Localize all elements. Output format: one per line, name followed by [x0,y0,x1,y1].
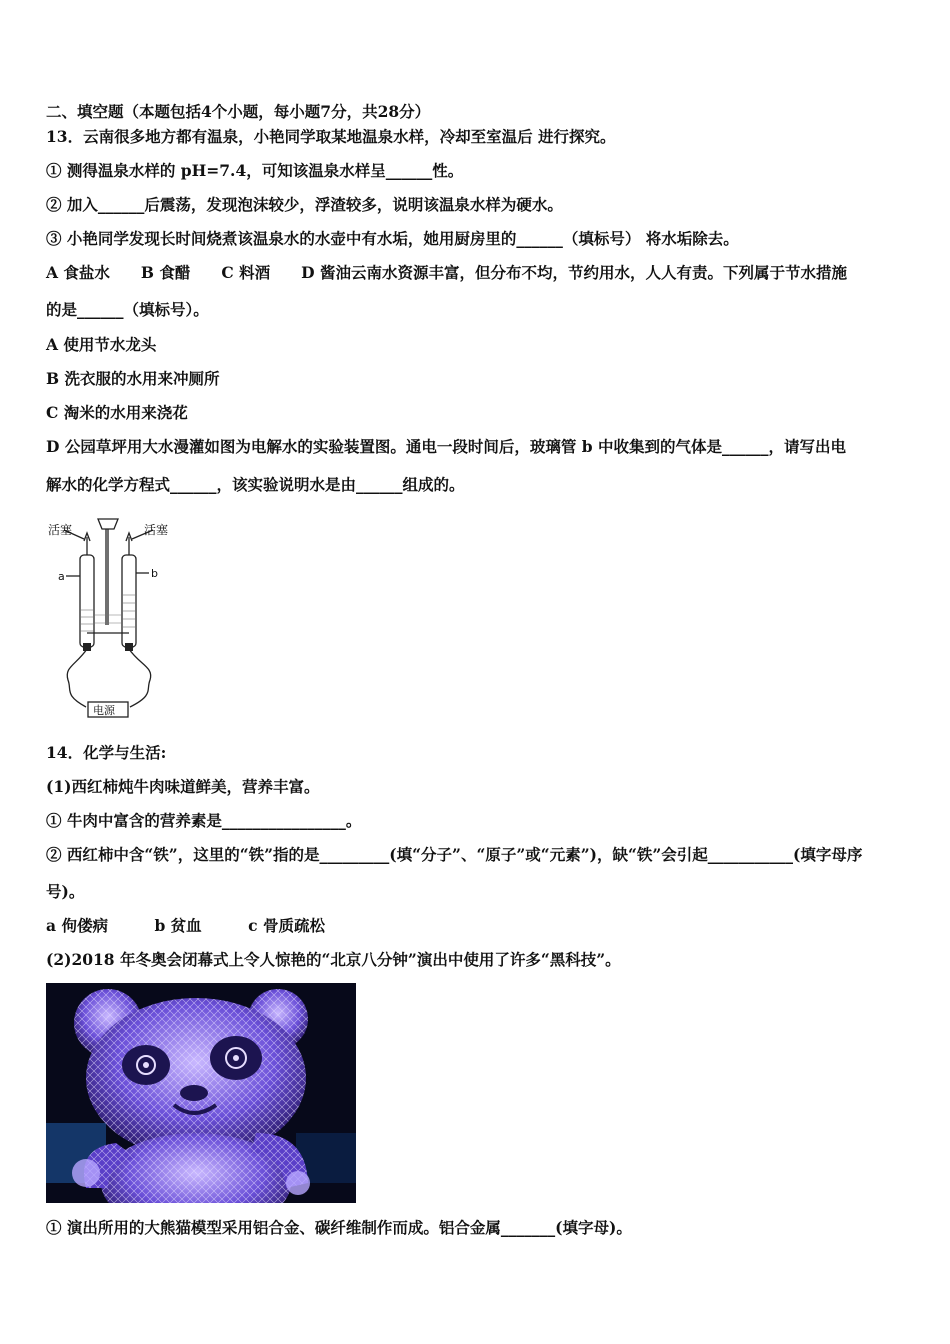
q13-options-line-2: 的是______（填标号）。 [46,300,209,319]
tube-b-label: b [151,567,158,580]
left-valve-label: 活塞 [48,523,73,537]
electrolysis-apparatus-figure [46,515,171,720]
q13-part-1: ① 测得温泉水样的 pH=7.4，可知该温泉水样呈______性。 [46,161,464,180]
q14-sub-1a: ① 牛肉中富含的营养素是________________。 [46,811,362,830]
q13-option-a: A 使用节水龙头 [46,335,157,354]
q13-part-2: ② 加入______后震荡，发现泡沫较少，浮渣较多，说明该温泉水样为硬水。 [46,195,563,214]
right-valve-label: 活塞 [144,523,169,537]
q13-option-c: C 淘米的水用来浇花 [46,403,188,422]
q14-stem: 14．化学与生活: [46,743,167,762]
q13-option-b: B 洗衣服的水用来冲厕所 [46,369,220,388]
tube-a-label: a [58,570,65,583]
q14-sub-1: (1)西红柿炖牛肉味道鲜美，营养丰富。 [46,777,320,796]
q13-option-d-cont: 解水的化学方程式______，该实验说明水是由______组成的。 [46,475,465,494]
q14-sub-1b-cont: 号)。 [46,882,85,901]
q14-sub-1-options: a 佝偻病 b 贫血 c 骨质疏松 [46,916,326,935]
q13-option-d: D 公园草坪用大水漫灌如图为电解水的实验装置图。通电一段时间后，玻璃管 b 中收集到的气体是______，请写出电 [46,437,846,456]
q14-sub-1b: ② 西红柿中含“铁”，这里的“铁”指的是_________(填“分子”、“原子”或“元素”)，缺“铁”会引起___________(填字母序 [46,845,863,864]
q14-sub-2: (2)2018 年冬奥会闭幕式上令人惊艳的“北京八分钟”演出中使用了许多“黑科技”。 [46,950,621,969]
power-supply-label: 电源 [93,704,115,717]
q13-part-3: ③ 小艳同学发现长时间烧煮该温泉水的水壶中有水垢，她用厨房里的______（填标号） 将水垢除去。 [46,229,739,248]
q14-sub-2a: ① 演出所用的大熊猫模型采用铝合金、碳纤维制作而成。铝合金属_______(填字母)。 [46,1218,632,1237]
q13-stem: 13．云南很多地方都有温泉，小艳同学取某地温泉水样，冷却至室温后 进行探究。 [46,127,616,146]
panda-lantern-photo [46,983,356,1203]
section-heading: 二、填空题（本题包括4个小题，每小题7分，共28分） [46,102,431,121]
q13-options-line: A 食盐水 B 食醋 C 料酒 D 酱油云南水资源丰富，但分布不均，节约用水，人人有责。下列属于节水措施 [46,263,847,282]
